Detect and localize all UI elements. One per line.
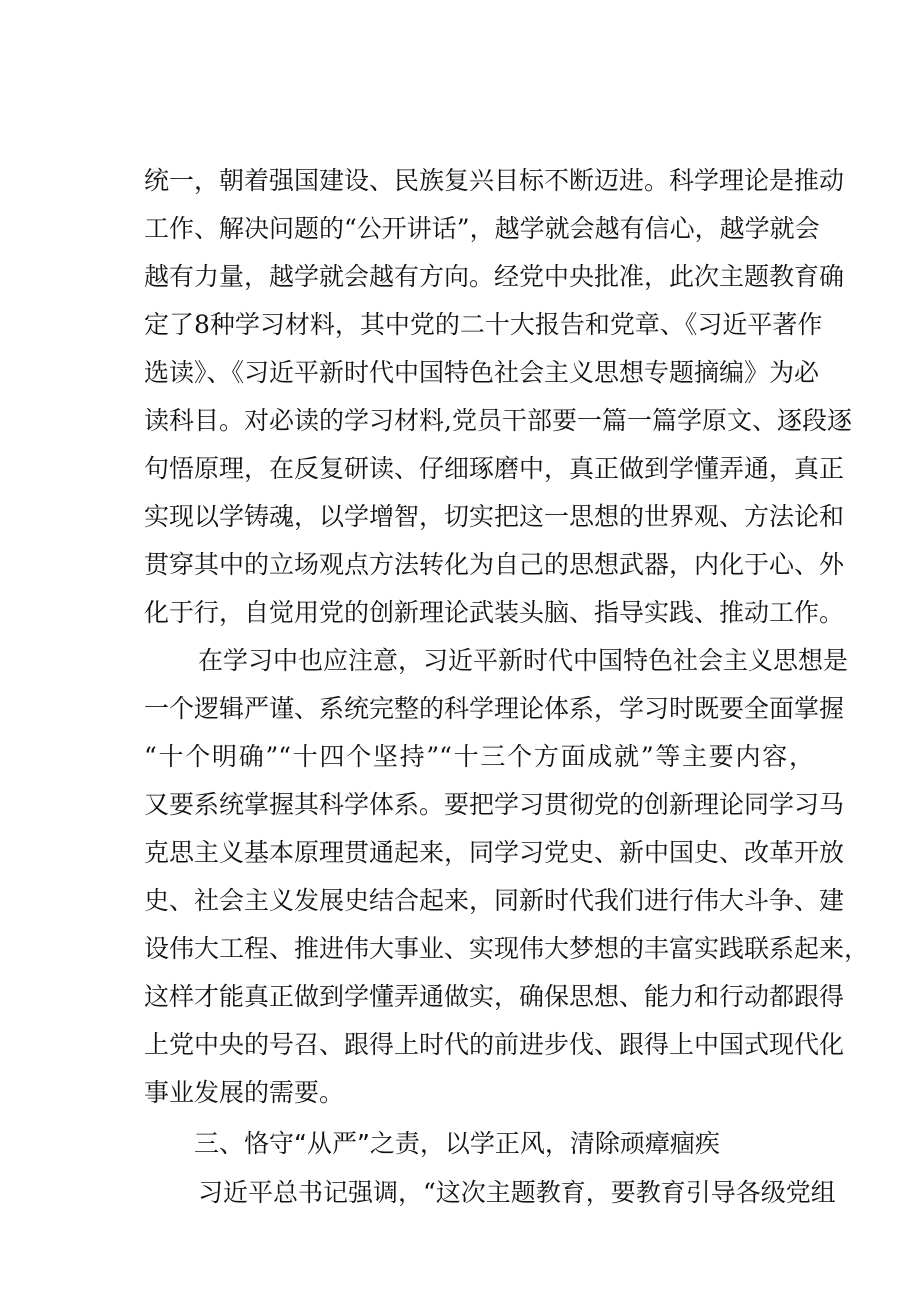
paragraph-1-line-5: 选读》、《习近平新时代中国特色社会主义思想专题摘编》为必 — [144, 358, 820, 387]
paragraph-2-line-3: “十个明确”“十四个坚持”“十三个方面成就”等主要内容， — [144, 742, 814, 771]
paragraph-1-line-2: 工作、解决问题的“公开讲话”，越学就会越有信心，越学就会 — [144, 214, 820, 243]
section-heading-3: 三、恪守“从严”之责，以学正风，清除顽瘴痼疾 — [194, 1129, 720, 1158]
paragraph-1-line-10: 化于行，自觉用党的创新理论武装头脑、指导实践、推动工作。 — [144, 598, 845, 627]
paragraph-2-line-4: 又要系统掌握其科学体系。要把学习贯彻党的创新理论同学习马 — [144, 790, 845, 819]
paragraph-1-line-3: 越有力量，越学就会越有方向。经党中央批准，此次主题教育确 — [144, 262, 845, 291]
paragraph-2-line-7: 设伟大工程、推进伟大事业、实现伟大梦想的丰富实践联系起来， — [144, 934, 870, 963]
paragraph-1-line-4: 定了8种学习材料，其中党的二十大报告和党章、《习近平著作 — [144, 310, 823, 339]
paragraph-2-line-10: 事业发展的需要。 — [144, 1078, 345, 1107]
paragraph-1-line-1: 统一，朝着强国建设、民族复兴目标不断迈进。科学理论是推动 — [144, 166, 845, 195]
paragraph-2-line-9: 上党中央的号召、跟得上时代的前进步伐、跟得上中国式现代化 — [144, 1030, 845, 1059]
paragraph-1-line-7: 句悟原理，在反复研读、仔细琢磨中，真正做到学懂弄通，真正 — [144, 454, 845, 483]
paragraph-2-line-1: 在学习中也应注意，习近平新时代中国特色社会主义思想是 — [198, 646, 849, 675]
paragraph-2-line-8: 这样才能真正做到学懂弄通做实，确保思想、能力和行动都跟得 — [144, 982, 845, 1011]
paragraph-1-line-8: 实现以学铸魂，以学增智，切实把这一思想的世界观、方法论和 — [144, 502, 845, 531]
paragraph-3-line-1: 习近平总书记强调，“这次主题教育，要教育引导各级党组 — [198, 1178, 836, 1207]
paragraph-1-line-9: 贯穿其中的立场观点方法转化为自己的思想武器，内化于心、外 — [144, 550, 845, 579]
paragraph-2-line-5: 克思主义基本原理贯通起来，同学习党史、新中国史、改革开放 — [144, 838, 845, 867]
paragraph-2-line-2: 一个逻辑严谨、系统完整的科学理论体系，学习时既要全面掌握 — [144, 694, 845, 723]
paragraph-2-line-6: 史、社会主义发展史结合起来，同新时代我们进行伟大斗争、建 — [144, 886, 845, 915]
paragraph-1-line-6: 读科目。对必读的学习材料,党员干部要一篇一篇学原文、逐段逐 — [144, 406, 852, 435]
